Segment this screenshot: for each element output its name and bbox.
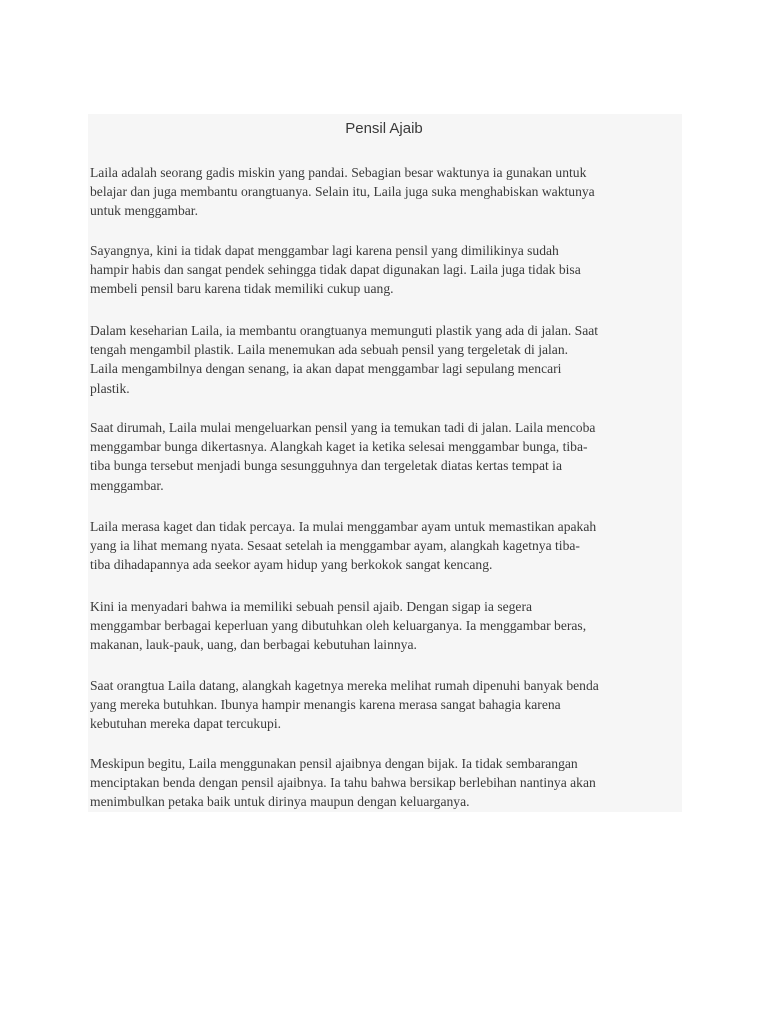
paragraph-line: Saat orangtua Laila datang, alangkah kagetnya mereka melihat rumah dipenuhi banyak benda bbox=[90, 678, 599, 693]
paragraph-line: Dalam keseharian Laila, ia membantu orangtuanya memunguti plastik yang ada di jalan. Saat bbox=[90, 323, 599, 338]
paragraph-2 bbox=[90, 241, 690, 299]
paragraph-4 bbox=[90, 418, 690, 495]
paragraph-line: makanan, lauk-pauk, uang, dan berbagai kebutuhan lainnya. bbox=[90, 637, 417, 653]
paragraph-line: tiba bunga tersebut menjadi bunga sesungguhnya dan tergeletak diatas kertas tempat ia bbox=[90, 458, 562, 474]
paragraph-7 bbox=[90, 676, 690, 734]
paragraph-line: Sayangnya, kini ia tidak dapat menggambar lagi karena pensil yang dimilikinya sudah bbox=[90, 243, 559, 258]
paragraph-6 bbox=[90, 597, 690, 655]
paragraph-line: Laila merasa kaget dan tidak percaya. Ia mulai menggambar ayam untuk memastikan apakah bbox=[90, 519, 597, 534]
paragraph-line: menggambar. bbox=[90, 477, 164, 493]
paragraph-line: membeli pensil baru karena tidak memiliki cukup uang. bbox=[90, 281, 394, 297]
paragraph-line: yang ia lihat memang nyata. Sesaat setelah ia menggambar ayam, alangkah kagetnya tiba- bbox=[90, 538, 580, 554]
paragraph-5 bbox=[90, 517, 690, 575]
paragraph-line: yang mereka butuhkan. Ibunya hampir menangis karena merasa sangat bahagia karena bbox=[90, 697, 561, 713]
paragraph-8 bbox=[90, 754, 690, 812]
document-title: Pensil Ajaib bbox=[345, 120, 423, 137]
paragraph-line: Saat dirumah, Laila mulai mengeluarkan pensil yang ia temukan tadi di jalan. Laila mencoba bbox=[90, 420, 596, 435]
paragraph-line: menimbulkan petaka baik untuk dirinya maupun dengan keluarganya. bbox=[90, 794, 470, 810]
paragraph-line: untuk menggambar. bbox=[90, 203, 198, 219]
paragraph-line: Laila adalah seorang gadis miskin yang pandai. Sebagian besar waktunya ia gunakan untuk bbox=[90, 165, 587, 180]
paragraph-line: hampir habis dan sangat pendek sehingga tidak dapat digunakan lagi. Laila juga tidak bisa bbox=[90, 262, 581, 278]
paragraph-1 bbox=[90, 163, 690, 221]
paragraph-line: Laila mengambilnya dengan senang, ia akan dapat menggambar lagi sepulang mencari bbox=[90, 361, 562, 377]
paragraph-line: menggambar bunga dikertasnya. Alangkah kaget ia ketika selesai menggambar bunga, tiba- bbox=[90, 439, 588, 455]
paragraph-line: kebutuhan mereka dapat tercukupi. bbox=[90, 716, 281, 732]
paragraph-3 bbox=[90, 321, 690, 398]
paragraph-line: Kini ia menyadari bahwa ia memiliki sebuah pensil ajaib. Dengan sigap ia segera bbox=[90, 599, 533, 614]
paragraph-line: tengah mengambil plastik. Laila menemukan ada sebuah pensil yang tergeletak di jalan. bbox=[90, 342, 569, 358]
paragraph-line: menciptakan benda dengan pensil ajaibnya. Ia tahu bahwa bersikap berlebihan nantinya akan bbox=[90, 775, 596, 791]
paragraph-line: Meskipun begitu, Laila menggunakan pensil ajaibnya dengan bijak. Ia tidak sembarangan bbox=[90, 756, 578, 771]
paragraph-line: menggambar berbagai keperluan yang dibutuhkan oleh keluarganya. Ia menggambar beras, bbox=[90, 618, 587, 634]
paragraph-line: belajar dan juga membantu orangtuanya. Selain itu, Laila juga suka menghabiskan waktunya bbox=[90, 184, 595, 200]
paragraph-line: plastik. bbox=[90, 380, 130, 396]
paragraph-line: tiba dihadapannya ada seekor ayam hidup yang berkokok sangat kencang. bbox=[90, 557, 493, 573]
